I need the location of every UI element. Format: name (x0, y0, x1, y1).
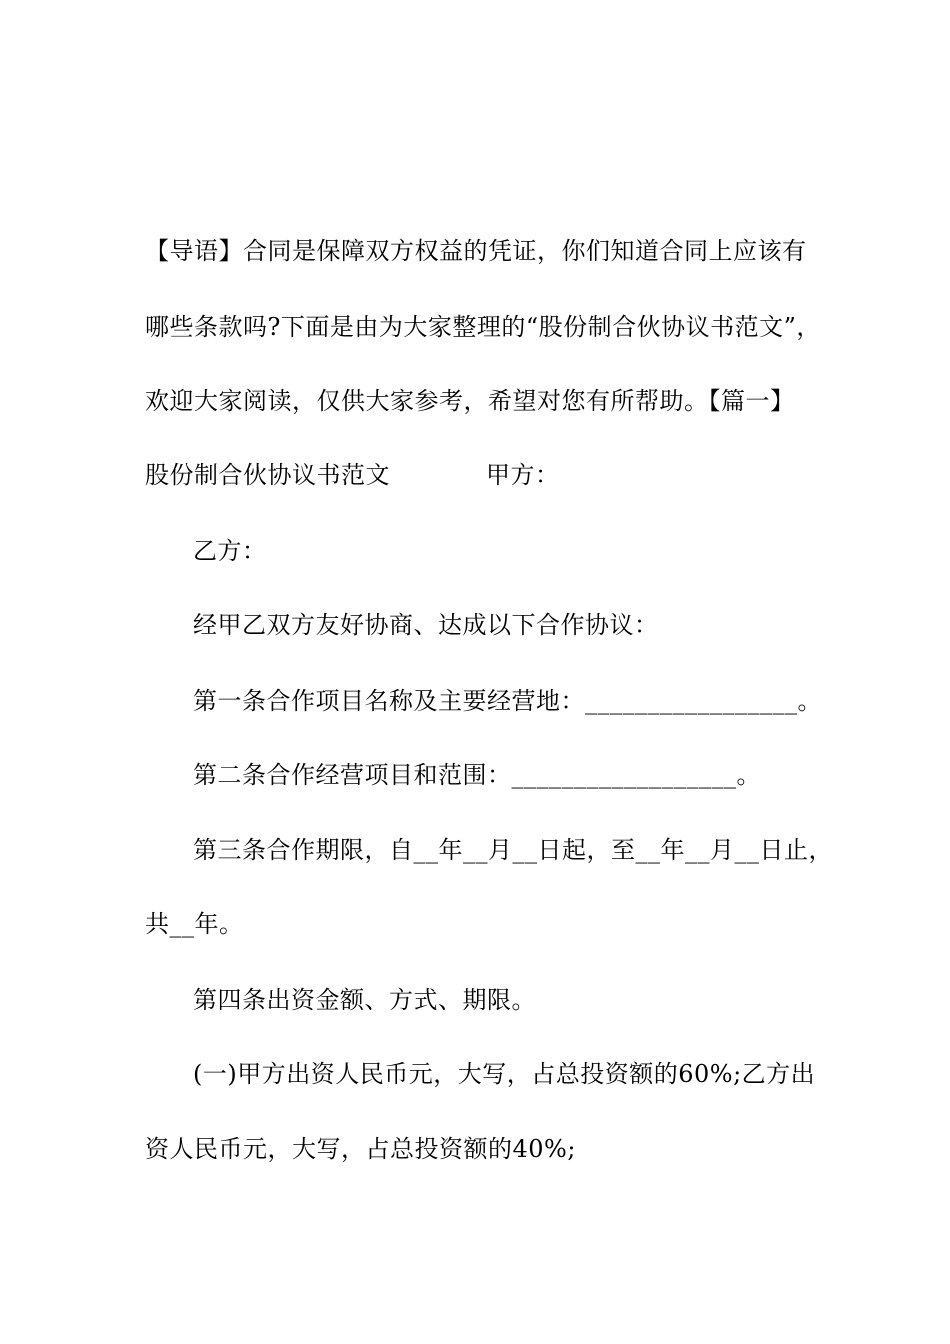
article-4-heading: 第四条出资金额、方式、期限。 (193, 986, 536, 1014)
intro-line-2: 哪些条款吗?下面是由为大家整理的“股份制合伙协议书范文”， (145, 313, 821, 341)
article-2: 第二条合作经营项目和范围：__________________。 (193, 761, 761, 789)
party-b-label: 乙方： (193, 537, 267, 565)
article-3-line-2: 共__年。 (145, 910, 244, 938)
article-4-clause-1-line-1: (一)甲方出资人民币元，大写，占总投资额的60%;乙方出 (193, 1060, 816, 1088)
intro-line-3: 欢迎大家阅读，仅供大家参考，希望对您有所帮助。【篇一】 (145, 387, 795, 415)
agreement-intro: 经甲乙双方友好协商、达成以下合作协议： (193, 611, 659, 639)
article-1: 第一条合作项目名称及主要经营地：_________________。 (193, 687, 822, 715)
party-a-label: 甲方： (486, 461, 560, 489)
document-title: 股份制合伙协议书范文 (145, 461, 390, 489)
document-title-line (145, 460, 825, 490)
article-4-clause-1-line-2: 资人民币元，大写，占总投资额的40%; (145, 1135, 576, 1163)
intro-line-1: 【导语】合同是保障双方权益的凭证，你们知道合同上应该有 (145, 237, 807, 265)
article-3-line-1: 第三条合作期限，自__年__月__日起，至__年__月__日止， (193, 836, 833, 864)
